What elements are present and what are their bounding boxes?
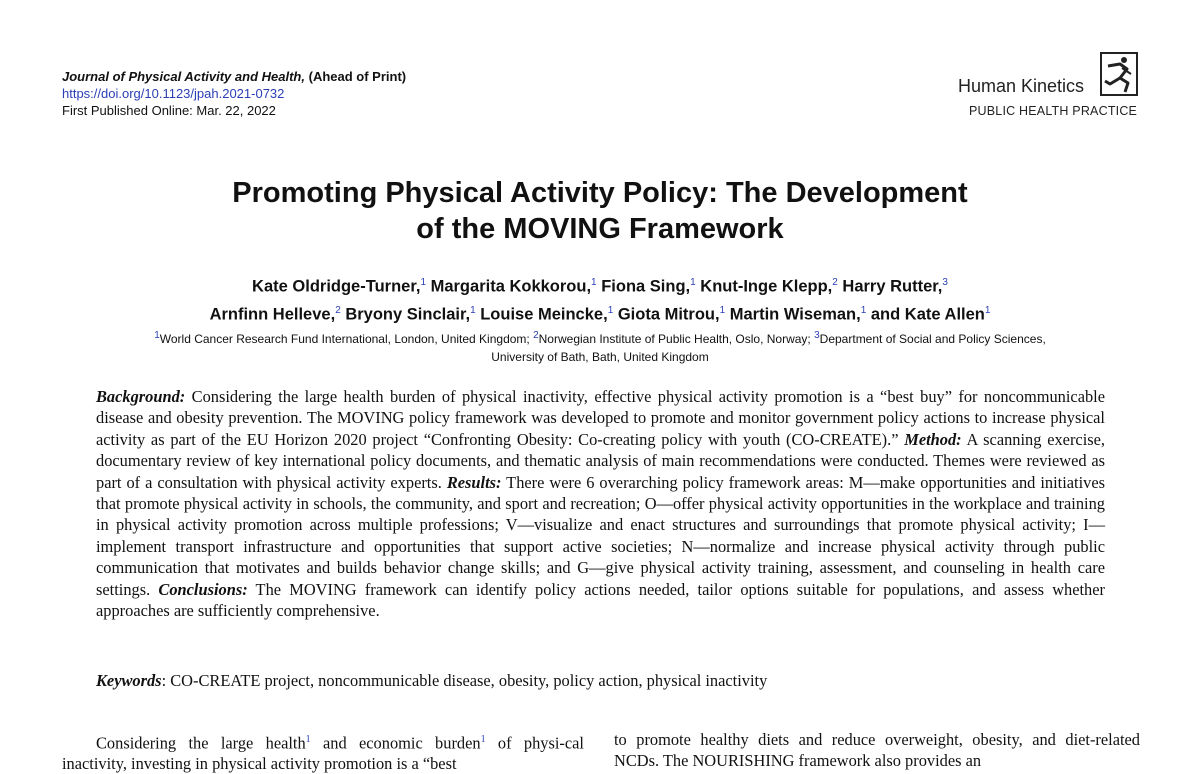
publisher-name: Human Kinetics — [958, 76, 1085, 96]
author-name: Martin Wiseman, — [729, 305, 861, 323]
affiliation-text: Norwegian Institute of Public Health, Oslo, Norway; — [538, 332, 815, 346]
author-name: Giota Mitrou, — [617, 305, 720, 323]
affiliation-number: 3 — [814, 330, 820, 341]
doi-link[interactable]: https://doi.org/10.1123/jpah.2021-0732 — [62, 86, 285, 101]
abstract — [96, 386, 1105, 621]
author-name: Fiona Sing, — [601, 277, 691, 296]
body-column-right — [614, 729, 1140, 771]
author-affiliation-ref[interactable]: 1 — [607, 304, 614, 316]
abstract-method-label: Method: — [898, 429, 962, 449]
citation-ref[interactable]: 1 — [305, 734, 311, 745]
author-affiliation-ref[interactable]: 1 — [719, 304, 726, 316]
journal-header — [62, 68, 406, 119]
citation-ref[interactable]: 1 — [480, 734, 486, 745]
author-name: Louise Meincke, — [480, 305, 608, 323]
author-affiliation-ref[interactable]: 2 — [335, 304, 341, 316]
author-affiliation-ref[interactable]: 1 — [860, 304, 867, 316]
journal-title: Journal of Physical Activity and Health, — [62, 69, 305, 84]
body-column-left — [62, 729, 584, 774]
affiliations — [40, 327, 1160, 366]
title-line-2: of the MOVING Framework — [416, 213, 784, 245]
author-affiliation-ref[interactable]: 2 — [832, 277, 838, 288]
author-name: and Kate Allen — [870, 305, 985, 323]
journal-citation — [62, 68, 406, 85]
author-name: Kate Oldridge-Turner, — [252, 277, 421, 296]
abstract-background-text: Considering the large health burden of physical inactivity, effective physical activity promotion is a “best buy” for noncommunicable disease and obesity prevention. The MOVING policy framework was developed to promote and monitor government policy actions to increase physical activity as part of the EU Horizon 2020 project “Confronting Obesity: Co-creating policy with youth (CO-CREATE).” — [96, 387, 1105, 449]
affiliation-line-2: University of Bath, Bath, United Kingdom — [491, 350, 709, 364]
author-affiliation-ref[interactable]: 1 — [984, 304, 991, 316]
body-text: Considering the large health — [96, 733, 306, 753]
author-affiliation-ref[interactable]: 1 — [470, 304, 476, 316]
abstract-method-text: A scanning exercise, documentary review of key international policy documents, and thematic analysis of main recommendations were conducted. Themes were reviewed as part of a consultation with physical activity experts. — [96, 429, 1105, 492]
running-figure-icon — [1100, 52, 1138, 96]
keywords-text: : CO-CREATE project, noncommunicable disease, obesity, policy action, physical inactivity — [161, 671, 768, 690]
author-affiliation-ref[interactable]: 1 — [591, 277, 597, 288]
publication-date: First Published Online: Mar. 22, 2022 — [62, 103, 276, 118]
title-line-1: Promoting Physical Activity Policy: The Development — [232, 177, 968, 209]
publisher-branding — [940, 50, 1150, 130]
abstract-conclusions-label: Conclusions: — [150, 579, 248, 599]
affiliation-text: World Cancer Research Fund International, London, United Kingdom; — [159, 332, 534, 346]
affiliation-line-1 — [40, 327, 1160, 348]
body-text: to promote healthy diets and reduce overweight, obesity, and diet-related NCDs. The NOURISHING framework also provides an — [614, 730, 1140, 770]
abstract-conclusions-text: The MOVING framework can identify policy actions needed, tailor options suitable for populations, and assess whether approaches are sufficiently comprehensive. — [96, 579, 1105, 621]
publisher-section: PUBLIC HEALTH PRACTICE — [969, 104, 1138, 118]
author-affiliation-ref[interactable]: 3 — [942, 277, 948, 288]
affiliation-number: 1 — [154, 330, 160, 341]
abstract-results-text: There were 6 overarching policy framework areas: M—make opportunities and initiatives that promote physical activity in schools, the community, and sport and recreation; O—offer physical activity opportunities in the workplace and training in physical activity promotion across multiple professions; V—visualize and enact structures and surroundings that promote physical activity; I—implement transport infrastructure and opportunities that support active societies; N—normalize and increase physical activity through public communication that motivates and builds behavior change skills; and G—give physical activity training, assessment, and counseling in health care settings. — [96, 472, 1106, 599]
author-affiliation-ref[interactable]: 1 — [690, 277, 696, 288]
body-text: of physi-cal inactivity, investing in physical activity promotion is a “best — [62, 733, 584, 774]
abstract-results-label: Results: — [441, 472, 502, 492]
article-title — [0, 175, 1200, 247]
author-name: Arnfinn Helleve, — [209, 305, 336, 323]
keywords — [96, 670, 1105, 691]
abstract-background-label: Background: — [96, 387, 186, 406]
author-line-1 — [0, 271, 1200, 299]
body-text: and economic burden — [310, 733, 481, 753]
affiliation-number: 2 — [533, 330, 539, 341]
author-name: Margarita Kokkorou, — [430, 277, 592, 296]
author-name: Harry Rutter, — [842, 277, 943, 296]
affiliation-text: Department of Social and Policy Sciences, — [819, 332, 1046, 346]
author-affiliation-ref[interactable]: 1 — [420, 277, 426, 288]
author-list — [0, 271, 1200, 326]
publication-status: (Ahead of Print) — [308, 69, 407, 84]
author-line-2 — [0, 299, 1200, 327]
author-name: Knut-Inge Klepp, — [700, 277, 833, 296]
keywords-label: Keywords — [96, 671, 162, 690]
author-name: Bryony Sinclair, — [345, 305, 471, 323]
